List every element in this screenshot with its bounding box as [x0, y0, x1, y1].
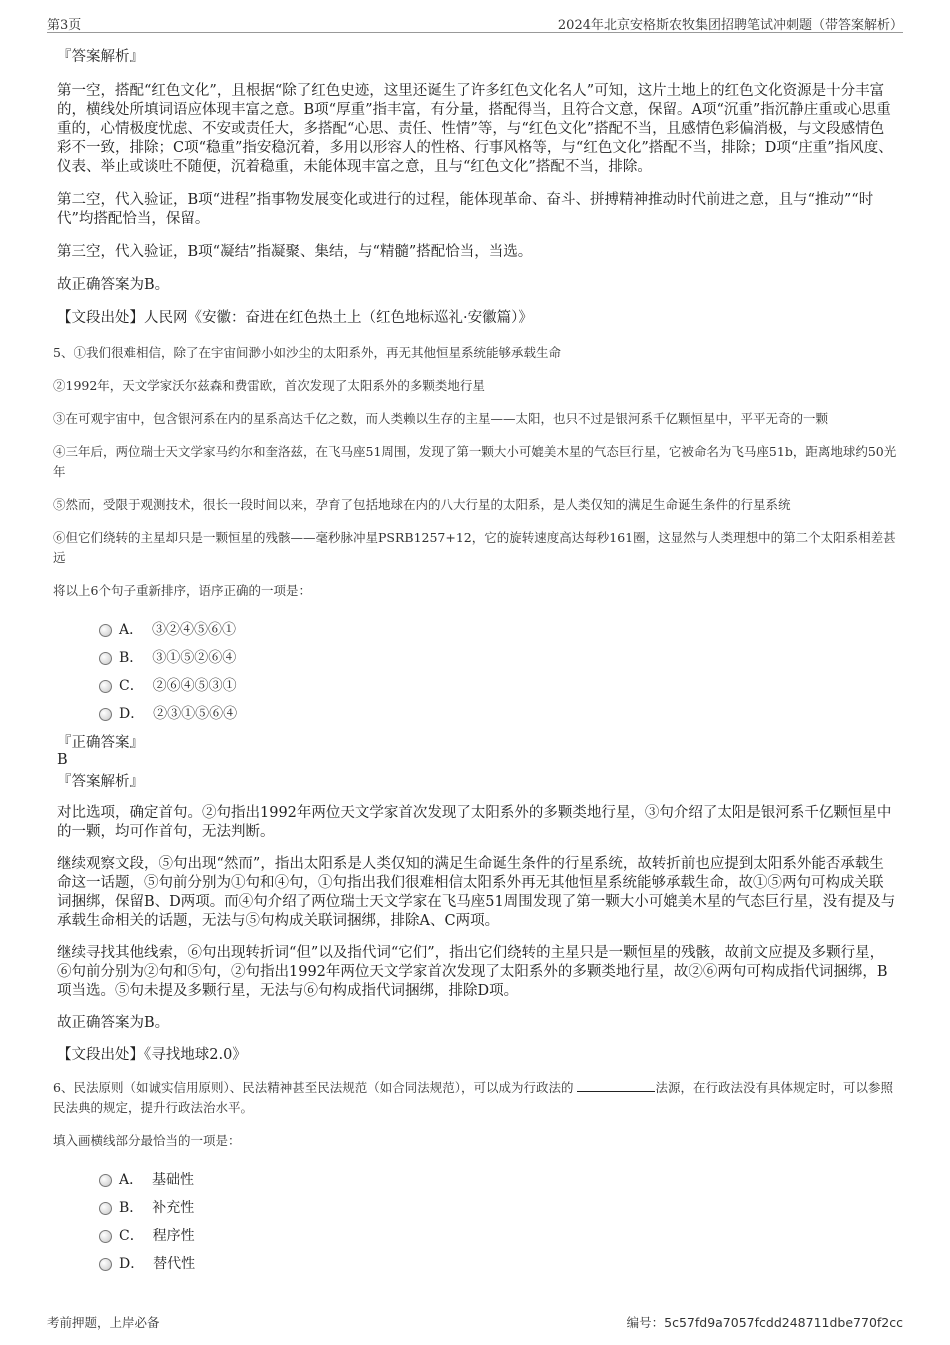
q5-sentence-1: 5、①我们很难相信，除了在宇宙间渺小如沙尘的太阳系外，再无其他恒星系统能够承载生命: [53, 345, 561, 360]
q6-option-d[interactable]: D． 替代性: [57, 1249, 897, 1277]
footer-slogan: 考前押题，上岸必备: [47, 1315, 160, 1330]
q5-analysis-label: 『答案解析』: [57, 774, 144, 790]
q5-sentence-3: ③在可观宇宙中，包含银河系在内的星系高达千亿之数，而人类赖以生存的主星——太阳，也只不过是银河系千亿颗恒星中，平平无奇的一颗: [53, 411, 829, 426]
q4-source: 【文段出处】人民网《安徽：奋进在红色热土上（红色地标巡礼·安徽篇）》: [57, 310, 533, 326]
q4-conclusion: 故正确答案为B。: [57, 277, 170, 293]
radio-button[interactable]: [99, 1258, 112, 1271]
radio-button[interactable]: [99, 708, 112, 721]
q5-sentence-2: ②1992年，天文学家沃尔兹森和费雷欧，首次发现了太阳系外的多颗类地行星: [53, 378, 485, 393]
q5-analysis-p2: 继续观察文段，⑤句出现“然而”，指出太阳系是人类仅知的满足生命诞生条件的行星系统，故转折前也应提到太阳系外能否承载生命这一话题，⑤句前分别为①句和④句，①句指出我们很难相信太阳系外再无其他恒星系统能够承载生命，故①⑤两句可构成关联词捆绑，保留B、D两项。而④句介绍了两位瑞士天文学家在飞马座51周围发现了第一颗大小可媲美木星的气态巨行星，没有提及与承载生命相关的话题，无法与⑤句构成关联词捆绑，排除A、C两项。: [57, 856, 896, 929]
q6-option-a[interactable]: A． 基础性: [57, 1165, 897, 1193]
q6-option-b[interactable]: B． 补充性: [57, 1193, 897, 1221]
radio-button[interactable]: [99, 1174, 112, 1187]
q5-analysis-p1: 对比选项，确定首句。②句指出1992年两位天文学家首次发现了太阳系外的多颗类地行星，③句介绍了太阳是银河系千亿颗恒星中的一颗，均可作首句，无法判断。: [57, 805, 892, 840]
q5-sentence-6: ⑥但它们绕转的主星却只是一颗恒星的残骸——毫秒脉冲星PSRB1257+12，它的旋转速度高达每秒161圈，这显然与人类理想中的第二个太阳系相差甚远: [53, 530, 896, 565]
q5-answer: B: [57, 752, 68, 768]
document-title: 2024年北京安格斯农牧集团招聘笔试冲刺题（带答案解析）: [557, 18, 903, 33]
q5-answer-label: 『正确答案』: [57, 735, 144, 751]
q5-analysis-p3: 继续寻找其他线索，⑥句出现转折词“但”以及指代词“它们”，指出它们绕转的主星只是一颗恒星的残骸，故前文应提及多颗行星，⑥句前分别为②句和⑤句，②句指出1992年两位天文学家首次发现了太阳系外的多颗类地行星，故②⑥两句可构成指代词捆绑，B项当选。⑤句未提及多颗行星，无法与⑥句构成指代词捆绑，排除D项。: [57, 945, 888, 999]
q4-analysis-p3: 第三空，代入验证，B项“凝结”指凝聚、集结，与“精髓”搭配恰当，当选。: [57, 244, 533, 260]
radio-button[interactable]: [99, 1202, 112, 1215]
q5-options: [57, 615, 897, 727]
q6-prompt: 填入画横线部分最恰当的一项是：: [53, 1133, 241, 1148]
page-number: 第3页: [47, 18, 82, 33]
q4-analysis-label: 『答案解析』: [57, 49, 144, 65]
radio-button[interactable]: [99, 1230, 112, 1243]
q6-stem: 6、民法原则（如诚实信用原则）、民法精神甚至民法规范（如合同法规范），可以成为行政法的 法源，在行政法没有具体规定时，可以参照民法典的规定，提升行政法治水平。: [53, 1080, 893, 1115]
q6-option-c[interactable]: C． 程序性: [57, 1221, 897, 1249]
radio-button[interactable]: [99, 624, 112, 637]
radio-button[interactable]: [99, 680, 112, 693]
radio-button[interactable]: [99, 652, 112, 665]
q6-options: [57, 1165, 897, 1277]
q4-analysis-p1: 第一空，搭配“红色文化”，且根据“除了红色史迹，这里还诞生了许多红色文化名人”可知，这片土地上的红色文化资源是十分丰富的，横线处所填词语应体现丰富之意。B项“厚重”指丰富，有分量，搭配得当，且符合文意，保留。A项“沉重”指沉静庄重或心思重重的，心情极度忧虑、不安或责任大，多搭配“心思、责任、性情”等，与“红色文化”搭配不当，且感情色彩偏消极，与文段感情色彩不一致，排除；C项“稳重”指安稳沉着，多用以形容人的性格、行事风格等，与“红色文化”搭配不当，排除；D项“庄重”指风度、仪表、举止或谈吐不随便，沉着稳重，未能体现丰富之意，且与“红色文化”搭配不当，排除。: [57, 83, 893, 175]
page-header: [47, 10, 903, 33]
q5-option-d[interactable]: D． ②③①⑤⑥④: [57, 699, 897, 727]
answer-blank: [577, 1079, 655, 1092]
q5-prompt: 将以上6个句子重新排序，语序正确的一项是：: [53, 583, 311, 598]
q5-sentence-4: ④三年后，两位瑞士天文学家马约尔和奎洛兹，在飞马座51周围，发现了第一颗大小可媲美木星的气态巨行星，它被命名为飞马座51b，距离地球约50光年: [53, 444, 897, 479]
document-body: [53, 45, 897, 1277]
q5-option-b[interactable]: B． ③①⑤②⑥④: [57, 643, 897, 671]
q5-option-a[interactable]: A． ③②④⑤⑥①: [57, 615, 897, 643]
q5-sentence-5: ⑤然而，受限于观测技术，很长一段时间以来，孕育了包括地球在内的八大行星的太阳系，是人类仅知的满足生命诞生条件的行星系统: [53, 497, 791, 512]
q4-analysis-p2: 第二空，代入验证，B项“进程”指事物发展变化或进行的过程，能体现革命、奋斗、拼搏精神推动时代前进之意，且与“推动”“时代”均搭配恰当，保留。: [57, 192, 874, 227]
q5-source: 【文段出处】《寻找地球2.0》: [57, 1047, 247, 1063]
document-code: 编号：5c57fd9a7057fcdd248711dbe770f2cc: [626, 1315, 903, 1330]
q5-option-c[interactable]: C． ②⑥④⑤③①: [57, 671, 897, 699]
q5-conclusion: 故正确答案为B。: [57, 1015, 170, 1031]
